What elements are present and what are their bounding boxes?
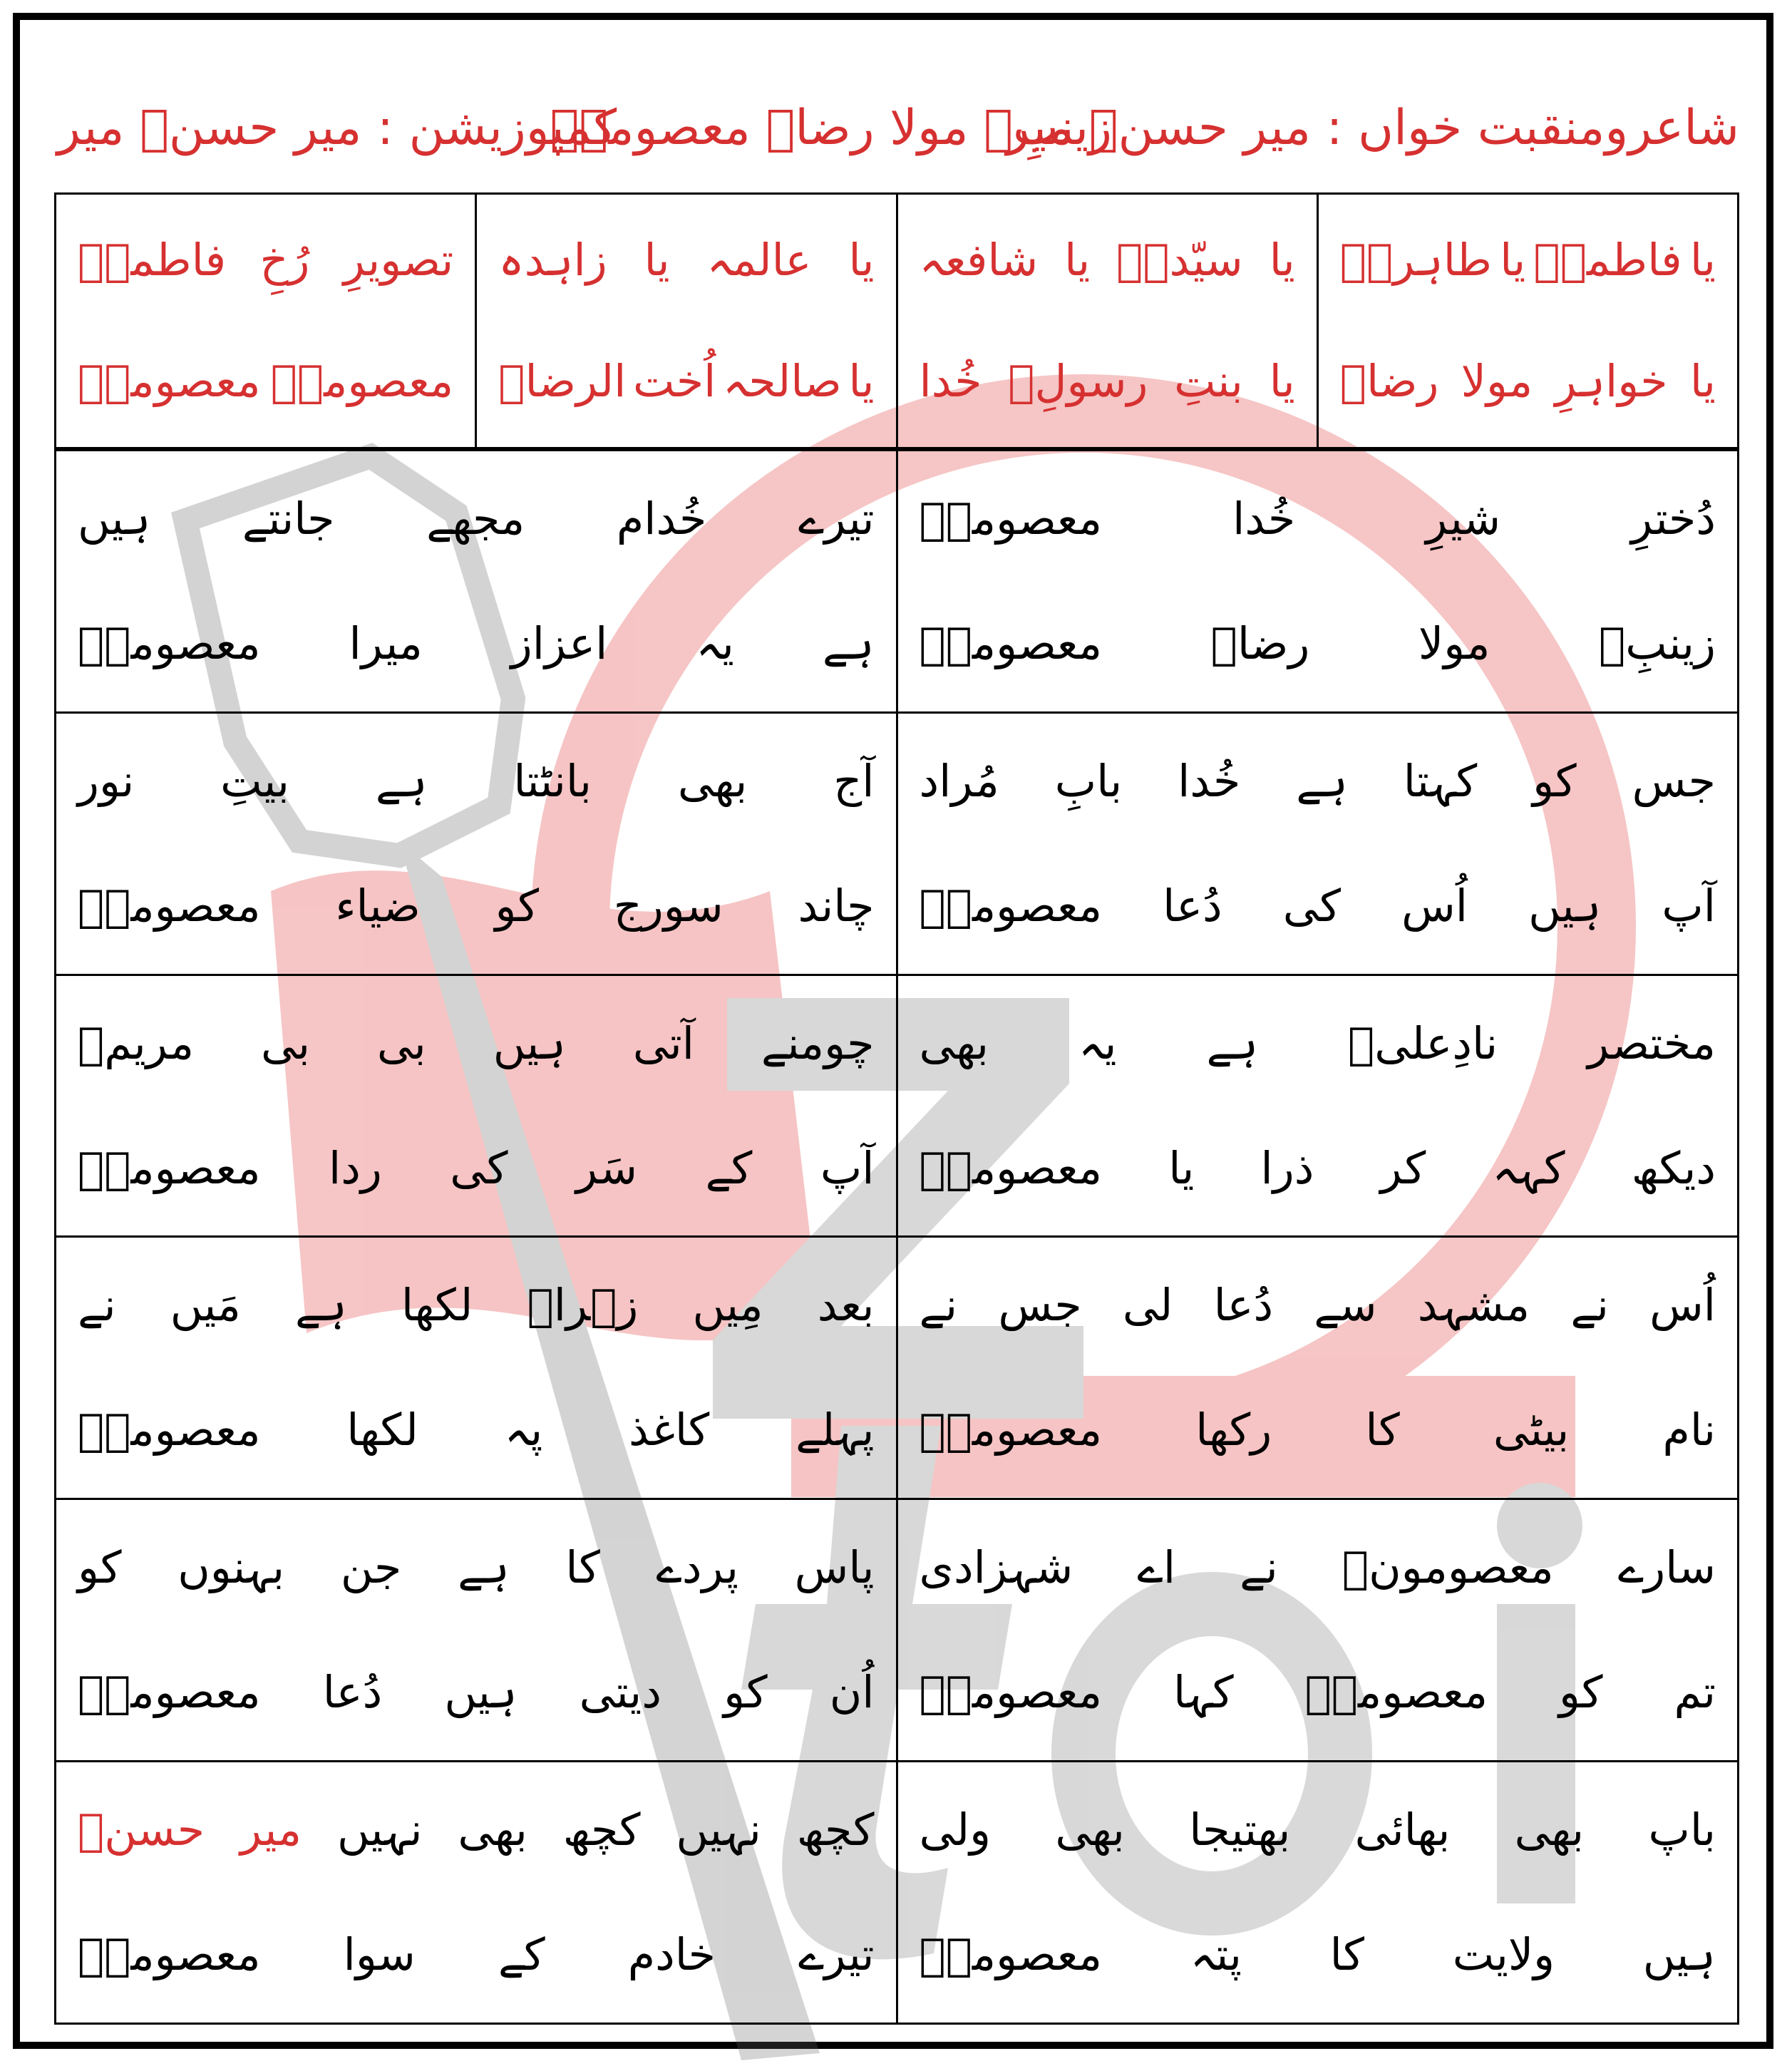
word: دُخترِ xyxy=(1631,492,1716,545)
word: دیتی xyxy=(579,1666,661,1719)
word: زہراؑ xyxy=(527,1279,639,1332)
word: مجھے xyxy=(426,492,525,545)
intro-line xyxy=(78,321,453,442)
word: ہے xyxy=(295,1279,347,1332)
word: معصومہؑ xyxy=(78,1141,261,1194)
verse-line xyxy=(920,1768,1716,1893)
verse-line xyxy=(78,1243,875,1368)
word: چاند xyxy=(798,879,875,932)
intro-cell xyxy=(1317,194,1738,448)
stanza-right-cell xyxy=(897,975,1739,1237)
header xyxy=(57,100,1739,178)
stanza-left-cell xyxy=(56,975,897,1237)
word: مختصر xyxy=(1587,1017,1716,1069)
word: فاطمہؑ xyxy=(78,234,227,286)
word: لکھا xyxy=(401,1279,473,1332)
word: اعزاز xyxy=(510,617,608,669)
verse-line xyxy=(920,581,1716,706)
word: بانٹتا xyxy=(513,754,592,807)
word: معصومہؑ xyxy=(78,1666,261,1719)
word: بھائی xyxy=(1354,1804,1451,1856)
word: اے xyxy=(1137,1541,1176,1594)
stanza-row xyxy=(56,1762,1739,2024)
word: یا xyxy=(1689,234,1716,286)
word: جن xyxy=(340,1541,402,1594)
word: رُخِ xyxy=(259,234,310,286)
intro-line xyxy=(1340,321,1716,442)
word: باپ xyxy=(1648,1804,1716,1856)
word: پہلے xyxy=(795,1404,875,1456)
word: فاطمہؑ xyxy=(1533,234,1682,286)
word: معصومہؑ xyxy=(919,1141,1103,1194)
word: بھی xyxy=(919,1017,989,1069)
word: مَیں xyxy=(170,1279,241,1332)
word: مشہد xyxy=(1417,1279,1530,1332)
intro-line xyxy=(1340,200,1716,321)
word: معصومہؑ xyxy=(919,879,1103,932)
word: شہزادی xyxy=(919,1541,1073,1594)
word: یا xyxy=(1064,234,1091,286)
word: بنتِ xyxy=(1174,355,1243,407)
word: تم xyxy=(1674,1666,1716,1719)
word: معصومہؑ xyxy=(270,355,454,407)
stanza-right-cell xyxy=(897,1499,1739,1762)
word: بی xyxy=(261,1017,310,1069)
word: بھی xyxy=(1055,1804,1125,1856)
word: یا xyxy=(1168,1141,1195,1194)
intro-line xyxy=(78,200,453,321)
word: پتہ xyxy=(1190,1928,1242,1981)
word: لی xyxy=(1122,1279,1173,1332)
word: میرا xyxy=(349,617,423,669)
word: مُراد xyxy=(919,754,999,807)
intro-line xyxy=(498,200,874,321)
intro-cell xyxy=(56,194,476,448)
word: ردا xyxy=(329,1141,382,1194)
stanza-left-cell xyxy=(56,1499,897,1762)
word: مریمؑ xyxy=(78,1017,195,1069)
word: کا xyxy=(565,1541,600,1594)
word: نہیں xyxy=(676,1804,761,1856)
word: نے xyxy=(1240,1541,1278,1594)
word: آپ xyxy=(820,1141,875,1194)
word: کر xyxy=(1380,1141,1426,1194)
word: دیکھ xyxy=(1631,1141,1716,1194)
word: رکھا xyxy=(1195,1404,1272,1456)
word: دُعا xyxy=(322,1666,383,1719)
word: زاہدہ xyxy=(498,234,607,286)
word: ہیں xyxy=(493,1017,566,1069)
word: طاہرہؑ xyxy=(1339,234,1492,286)
word: یا xyxy=(1269,234,1295,286)
intro-line xyxy=(498,321,874,442)
word: اُس xyxy=(1401,879,1468,932)
word: سیّدہؑ xyxy=(1116,234,1243,286)
word: معصومہؑ xyxy=(78,879,261,932)
stanza-right-cell xyxy=(897,1762,1739,2024)
word: یا xyxy=(1269,355,1295,407)
word: کو xyxy=(495,879,540,932)
intro-line xyxy=(920,321,1295,442)
word: معصومہؑ xyxy=(78,1928,261,1981)
intro-cell xyxy=(476,194,897,448)
word: ہے xyxy=(375,754,428,807)
word: رضاؑ xyxy=(1339,355,1439,407)
word: یا xyxy=(848,355,875,407)
word: یا xyxy=(848,234,875,286)
word: آپ xyxy=(1662,879,1716,932)
word: دُعا xyxy=(1213,1279,1274,1332)
word: کچھ xyxy=(562,1804,641,1856)
word: زینبِؑ xyxy=(1599,617,1716,669)
word: آج xyxy=(833,754,875,807)
word: نے xyxy=(78,1279,116,1332)
word: معصومہؑ xyxy=(1304,1666,1488,1719)
word: کہتا xyxy=(1403,754,1478,807)
word: ولایت xyxy=(1452,1928,1555,1981)
poem-table xyxy=(54,449,1739,2025)
word: صالحہ xyxy=(722,355,842,407)
word: جس xyxy=(1632,754,1716,807)
word: ولی xyxy=(919,1804,992,1856)
word: اُخت xyxy=(632,355,716,407)
stanza-row xyxy=(56,712,1739,975)
stanza-row xyxy=(56,975,1739,1237)
word: کاغذ xyxy=(628,1404,710,1456)
verse-line xyxy=(78,456,875,581)
verse-line xyxy=(78,1768,875,1893)
verse-line xyxy=(78,981,875,1106)
word: رضاؑ xyxy=(1210,617,1310,669)
word: سارے xyxy=(1617,1541,1716,1594)
word: یا xyxy=(1500,234,1526,286)
word: خُدا xyxy=(1178,754,1241,807)
word: معصومہؑ xyxy=(919,617,1103,669)
manqabat-title: زینبِؑ مولا رضاؑ معصومہؑ xyxy=(550,100,1112,156)
word: سَر xyxy=(575,1141,638,1194)
word: پردے xyxy=(656,1541,738,1594)
word: بی xyxy=(376,1017,426,1069)
verse-line xyxy=(78,1506,875,1630)
word: کو xyxy=(724,1666,768,1719)
word: اُس xyxy=(1649,1279,1716,1332)
verse-line xyxy=(920,1368,1716,1493)
word: ہے xyxy=(1206,1017,1259,1069)
word: لکھا xyxy=(346,1404,418,1456)
word: نے xyxy=(919,1279,958,1332)
word: یا xyxy=(1689,355,1716,407)
composition-credit: کمپوزیشن : میر حسنؔ میر xyxy=(57,100,617,156)
word: بھی xyxy=(1514,1804,1585,1856)
verse-line xyxy=(920,1106,1716,1230)
word: کے xyxy=(498,1928,545,1981)
word: نہیں xyxy=(336,1804,423,1856)
word: خُدام xyxy=(616,492,707,545)
word: بھتیجا xyxy=(1189,1804,1291,1856)
word: جس xyxy=(998,1279,1082,1332)
word: نادِعلیؑ xyxy=(1348,1017,1498,1069)
word: مِیں xyxy=(692,1279,763,1332)
word: بھی xyxy=(458,1804,527,1856)
stanza-row xyxy=(56,1499,1739,1762)
verse-line xyxy=(920,1630,1716,1755)
word: رسولِؐ xyxy=(1008,355,1148,407)
word: بعد xyxy=(817,1279,875,1332)
word: خواہرِ xyxy=(1555,355,1668,407)
word: نور xyxy=(78,754,135,807)
intro-row xyxy=(56,194,1739,448)
word: اُن xyxy=(829,1666,875,1719)
word: معصومونؑ xyxy=(1342,1541,1554,1594)
word: حسنؔ xyxy=(78,1804,205,1856)
word: تیرے xyxy=(798,492,875,545)
verse-line xyxy=(920,719,1716,843)
word: دُعا xyxy=(1163,879,1222,932)
stanza-left-cell xyxy=(56,1762,897,2024)
word: جانتے xyxy=(242,492,335,545)
stanza-right-cell xyxy=(897,451,1739,713)
stanza-left-cell xyxy=(56,1237,897,1499)
word: ہے xyxy=(822,617,875,669)
stanza-row xyxy=(56,451,1739,713)
word: عالمہ xyxy=(706,234,812,286)
verse-line xyxy=(920,456,1716,581)
word: آتی xyxy=(632,1017,694,1069)
verse-line xyxy=(78,1893,875,2018)
verse-line xyxy=(78,719,875,843)
word: کو xyxy=(1559,1666,1603,1719)
stanza-left-cell xyxy=(56,451,897,713)
word: یہ xyxy=(1078,1017,1117,1069)
intro-line xyxy=(920,200,1295,321)
word: تیرے xyxy=(798,1928,875,1981)
verse-line xyxy=(78,843,875,968)
verse-line xyxy=(920,1893,1716,2018)
verse-line xyxy=(920,1243,1716,1368)
word: ہیں xyxy=(444,1666,517,1719)
word: ہے xyxy=(458,1541,510,1594)
word: معصومہؑ xyxy=(919,1404,1103,1456)
word: مولا xyxy=(1461,355,1533,407)
word: پاس xyxy=(794,1541,875,1594)
word: معصومہؑ xyxy=(919,492,1103,545)
word: نے xyxy=(1570,1279,1609,1332)
poet-credit: شاعرومنقبت خواں : میر حسنؔ میر xyxy=(1006,100,1739,156)
intro-cell xyxy=(897,194,1317,448)
word: کی xyxy=(1282,879,1341,932)
word: میر xyxy=(240,1804,302,1856)
word: یا xyxy=(644,234,670,286)
word: پہ xyxy=(504,1404,543,1456)
word: معصومہؑ xyxy=(78,617,261,669)
word: یہ xyxy=(696,617,734,669)
word: کی xyxy=(450,1141,508,1194)
word: کہا xyxy=(1173,1666,1234,1719)
stanza-left-cell xyxy=(56,712,897,975)
word: ہیں xyxy=(1528,879,1602,932)
word: الرضاؑ xyxy=(498,355,627,407)
verse-line xyxy=(78,1106,875,1230)
word: سورج xyxy=(613,879,724,932)
word: ہے xyxy=(1296,754,1348,807)
verse-line xyxy=(78,1630,875,1755)
word: سوا xyxy=(343,1928,416,1981)
verse-line xyxy=(920,1506,1716,1630)
stanza-right-cell xyxy=(897,1237,1739,1499)
word: بہنوں xyxy=(177,1541,285,1594)
word: بیتِ xyxy=(220,754,289,807)
word: کو xyxy=(1533,754,1577,807)
intro-table xyxy=(54,192,1739,449)
word: ذرا xyxy=(1260,1141,1314,1194)
word: سے xyxy=(1314,1279,1377,1332)
word: مولا xyxy=(1418,617,1490,669)
word: بیٹی xyxy=(1493,1404,1570,1456)
word: کو xyxy=(78,1541,122,1594)
word: شیرِ xyxy=(1426,492,1501,545)
word: بابِ xyxy=(1054,754,1123,807)
verse-line xyxy=(78,581,875,706)
word: کہہ xyxy=(1492,1141,1565,1194)
word: شافعہ xyxy=(919,234,1039,286)
word: چومنے xyxy=(761,1017,875,1069)
word: ہیں xyxy=(1642,1928,1716,1981)
stanza-right-cell xyxy=(897,712,1739,975)
word: معصومہؑ xyxy=(919,1666,1103,1719)
word: خادم xyxy=(627,1928,716,1981)
word: بھی xyxy=(677,754,748,807)
word: معصومہؑ xyxy=(919,1928,1103,1981)
verse-line xyxy=(920,843,1716,968)
word: ضیاء xyxy=(335,879,421,932)
word: تصویرِ xyxy=(343,234,454,286)
stanza-row xyxy=(56,1237,1739,1499)
word: ہیں xyxy=(78,492,151,545)
verse-line xyxy=(78,1368,875,1493)
word: خُدا xyxy=(919,355,982,407)
word: کچھ xyxy=(796,1804,875,1856)
word: معصومہؑ xyxy=(78,1404,261,1456)
word: کے xyxy=(705,1141,753,1194)
verse-line xyxy=(920,981,1716,1106)
word: کا xyxy=(1329,1928,1365,1981)
word: نام xyxy=(1662,1404,1716,1456)
word: خُدا xyxy=(1232,492,1296,545)
word: معصومہؑ xyxy=(78,355,261,407)
word: کا xyxy=(1365,1404,1400,1456)
